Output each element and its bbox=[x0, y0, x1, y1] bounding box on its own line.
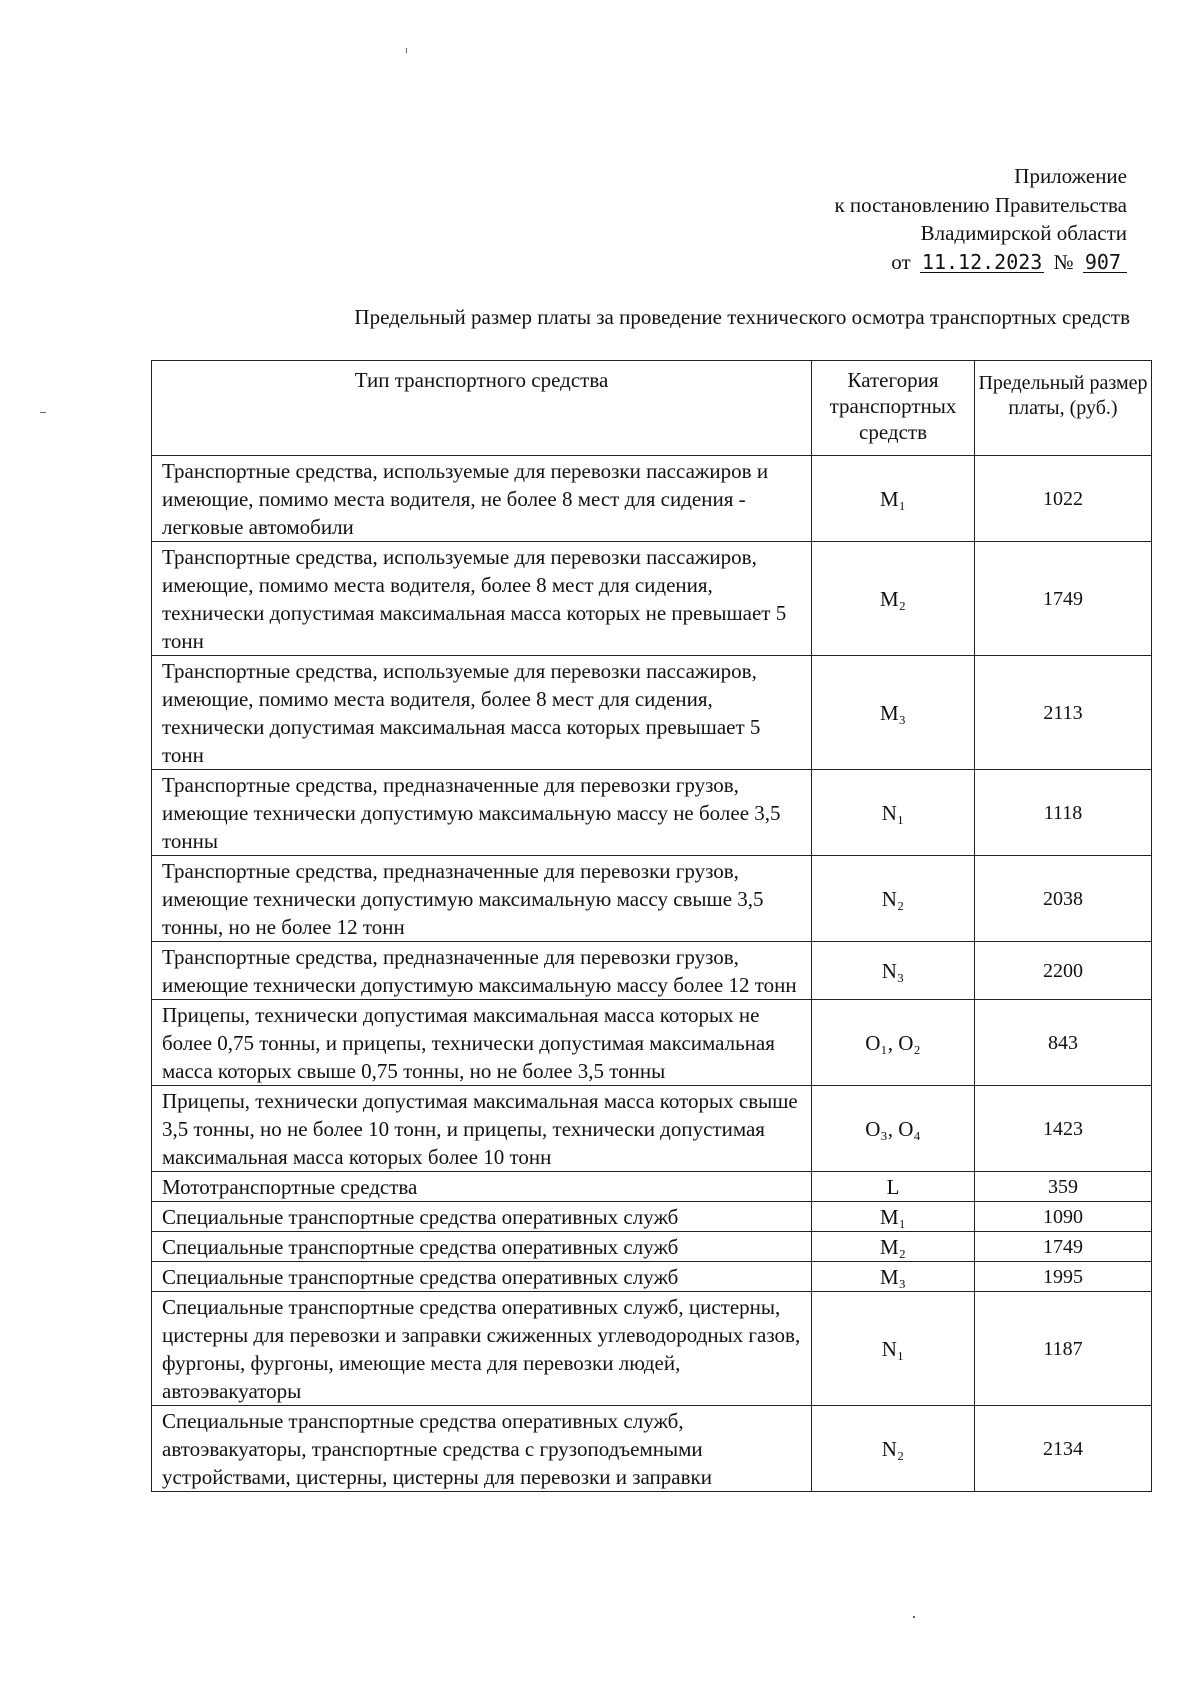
table-header-row bbox=[152, 361, 1152, 456]
fee-table bbox=[151, 360, 1152, 1492]
cell-fee: 1749 bbox=[975, 542, 1152, 656]
cell-fee: 1187 bbox=[975, 1292, 1152, 1406]
cell-type: Транспортные средства, используемые для перевозки пассажиров и имеющие, помимо места водителя, не более 8 мест для сидения - легковые автомобили bbox=[152, 456, 812, 542]
header-fee: Предельный размер платы, (руб.) bbox=[975, 361, 1152, 456]
cell-type: Транспортные средства, предназначенные для перевозки грузов, имеющие технически допустимую максимальную массу не более 3,5 тонны bbox=[152, 770, 812, 856]
table-row bbox=[152, 542, 1152, 656]
cell-category: N₂ bbox=[812, 856, 975, 942]
scan-speck bbox=[40, 412, 46, 413]
table-row bbox=[152, 1000, 1152, 1086]
appendix-line-3: Владимирской области bbox=[920, 221, 1127, 245]
table-row bbox=[152, 1262, 1152, 1292]
cell-type: Прицепы, технически допустимая максимальная масса которых не более 0,75 тонны, и прицепы, технически допустимая максимальная масса которых свыше 0,75 тонны, но не более 3,5 тонны bbox=[152, 1000, 812, 1086]
cell-category: N₃ bbox=[812, 942, 975, 1000]
cell-type: Специальные транспортные средства оперативных служб, автоэвакуаторы, транспортные средства с грузоподъемными устройствами, цистерны, цистерны для перевозки и заправки bbox=[152, 1406, 812, 1492]
cell-type: Транспортные средства, используемые для перевозки пассажиров, имеющие, помимо места водителя, более 8 мест для сидения, технически допустимая максимальная масса которых превышает 5 тонн bbox=[152, 656, 812, 770]
number-sign: № bbox=[1053, 249, 1074, 274]
cell-fee: 1022 bbox=[975, 456, 1152, 542]
cell-type: Специальные транспортные средства оперативных служб bbox=[152, 1232, 812, 1262]
cell-type: Транспортные средства, предназначенные для перевозки грузов, имеющие технически допустимую максимальную массу свыше 3,5 тонны, но не более 12 тонн bbox=[152, 856, 812, 942]
cell-type: Мототранспортные средства bbox=[152, 1172, 812, 1202]
scan-speck bbox=[406, 48, 407, 53]
from-prefix: от bbox=[891, 249, 911, 274]
cell-fee: 2200 bbox=[975, 942, 1152, 1000]
table-row bbox=[152, 456, 1152, 542]
cell-type: Транспортные средства, используемые для перевозки пассажиров, имеющие, помимо места водителя, более 8 мест для сидения, технически допустимая максимальная масса которых не превышает 5 тонн bbox=[152, 542, 812, 656]
cell-fee: 843 bbox=[975, 1000, 1152, 1086]
appendix-date-line bbox=[834, 248, 1127, 277]
cell-type: Специальные транспортные средства оперативных служб bbox=[152, 1202, 812, 1232]
scan-speck bbox=[913, 1616, 915, 1618]
header-type: Тип транспортного средства bbox=[152, 361, 812, 456]
header-category: Категория транспортных средств bbox=[812, 361, 975, 456]
table-body bbox=[152, 456, 1152, 1492]
table-row bbox=[152, 1406, 1152, 1492]
cell-fee: 1090 bbox=[975, 1202, 1152, 1232]
cell-category: M₁ bbox=[812, 456, 975, 542]
cell-category: N₂ bbox=[812, 1406, 975, 1492]
cell-type: Прицепы, технически допустимая максимальная масса которых свыше 3,5 тонны, но не более 10 тонн, и прицепы, технически допустимая максимальная масса которых более 10 тонн bbox=[152, 1086, 812, 1172]
table-row bbox=[152, 856, 1152, 942]
cell-fee: 1423 bbox=[975, 1086, 1152, 1172]
cell-category: M₂ bbox=[812, 542, 975, 656]
resolution-date: 11.12.2023 bbox=[921, 249, 1043, 274]
cell-category: M₃ bbox=[812, 656, 975, 770]
cell-fee: 2038 bbox=[975, 856, 1152, 942]
table-row bbox=[152, 770, 1152, 856]
cell-category: O₃, O₄ bbox=[812, 1086, 975, 1172]
cell-category: M₂ bbox=[812, 1232, 975, 1262]
cell-type: Специальные транспортные средства оперативных служб bbox=[152, 1262, 812, 1292]
cell-category: L bbox=[812, 1172, 975, 1202]
table-row bbox=[152, 1232, 1152, 1262]
cell-type: Транспортные средства, предназначенные для перевозки грузов, имеющие технически допустимую максимальную массу более 12 тонн bbox=[152, 942, 812, 1000]
cell-category: M₁ bbox=[812, 1202, 975, 1232]
cell-fee: 1995 bbox=[975, 1262, 1152, 1292]
cell-fee: 2134 bbox=[975, 1406, 1152, 1492]
cell-category: N₁ bbox=[812, 770, 975, 856]
table-row bbox=[152, 1172, 1152, 1202]
appendix-line-1: Приложение bbox=[1014, 164, 1127, 188]
cell-category: O₁, O₂ bbox=[812, 1000, 975, 1086]
cell-fee: 1749 bbox=[975, 1232, 1152, 1262]
resolution-number: 907 bbox=[1083, 252, 1127, 273]
table-row bbox=[152, 942, 1152, 1000]
cell-category: N₁ bbox=[812, 1292, 975, 1406]
document-title: Предельный размер платы за проведение технического осмотра транспортных средств bbox=[354, 305, 1130, 329]
table-row bbox=[152, 656, 1152, 770]
table-row bbox=[152, 1202, 1152, 1232]
appendix-line-2: к постановлению Правительства bbox=[834, 192, 1127, 217]
table-row bbox=[152, 1292, 1152, 1406]
table-row bbox=[152, 1086, 1152, 1172]
cell-type: Специальные транспортные средства оперативных служб, цистерны, цистерны для перевозки и заправки сжиженных углеводородных газов, фургоны, фургоны, имеющие места для перевозки людей, автоэвакуаторы bbox=[152, 1292, 812, 1406]
cell-fee: 1118 bbox=[975, 770, 1152, 856]
cell-fee: 359 bbox=[975, 1172, 1152, 1202]
appendix-header bbox=[834, 162, 1127, 276]
cell-fee: 2113 bbox=[975, 656, 1152, 770]
cell-category: M₃ bbox=[812, 1262, 975, 1292]
